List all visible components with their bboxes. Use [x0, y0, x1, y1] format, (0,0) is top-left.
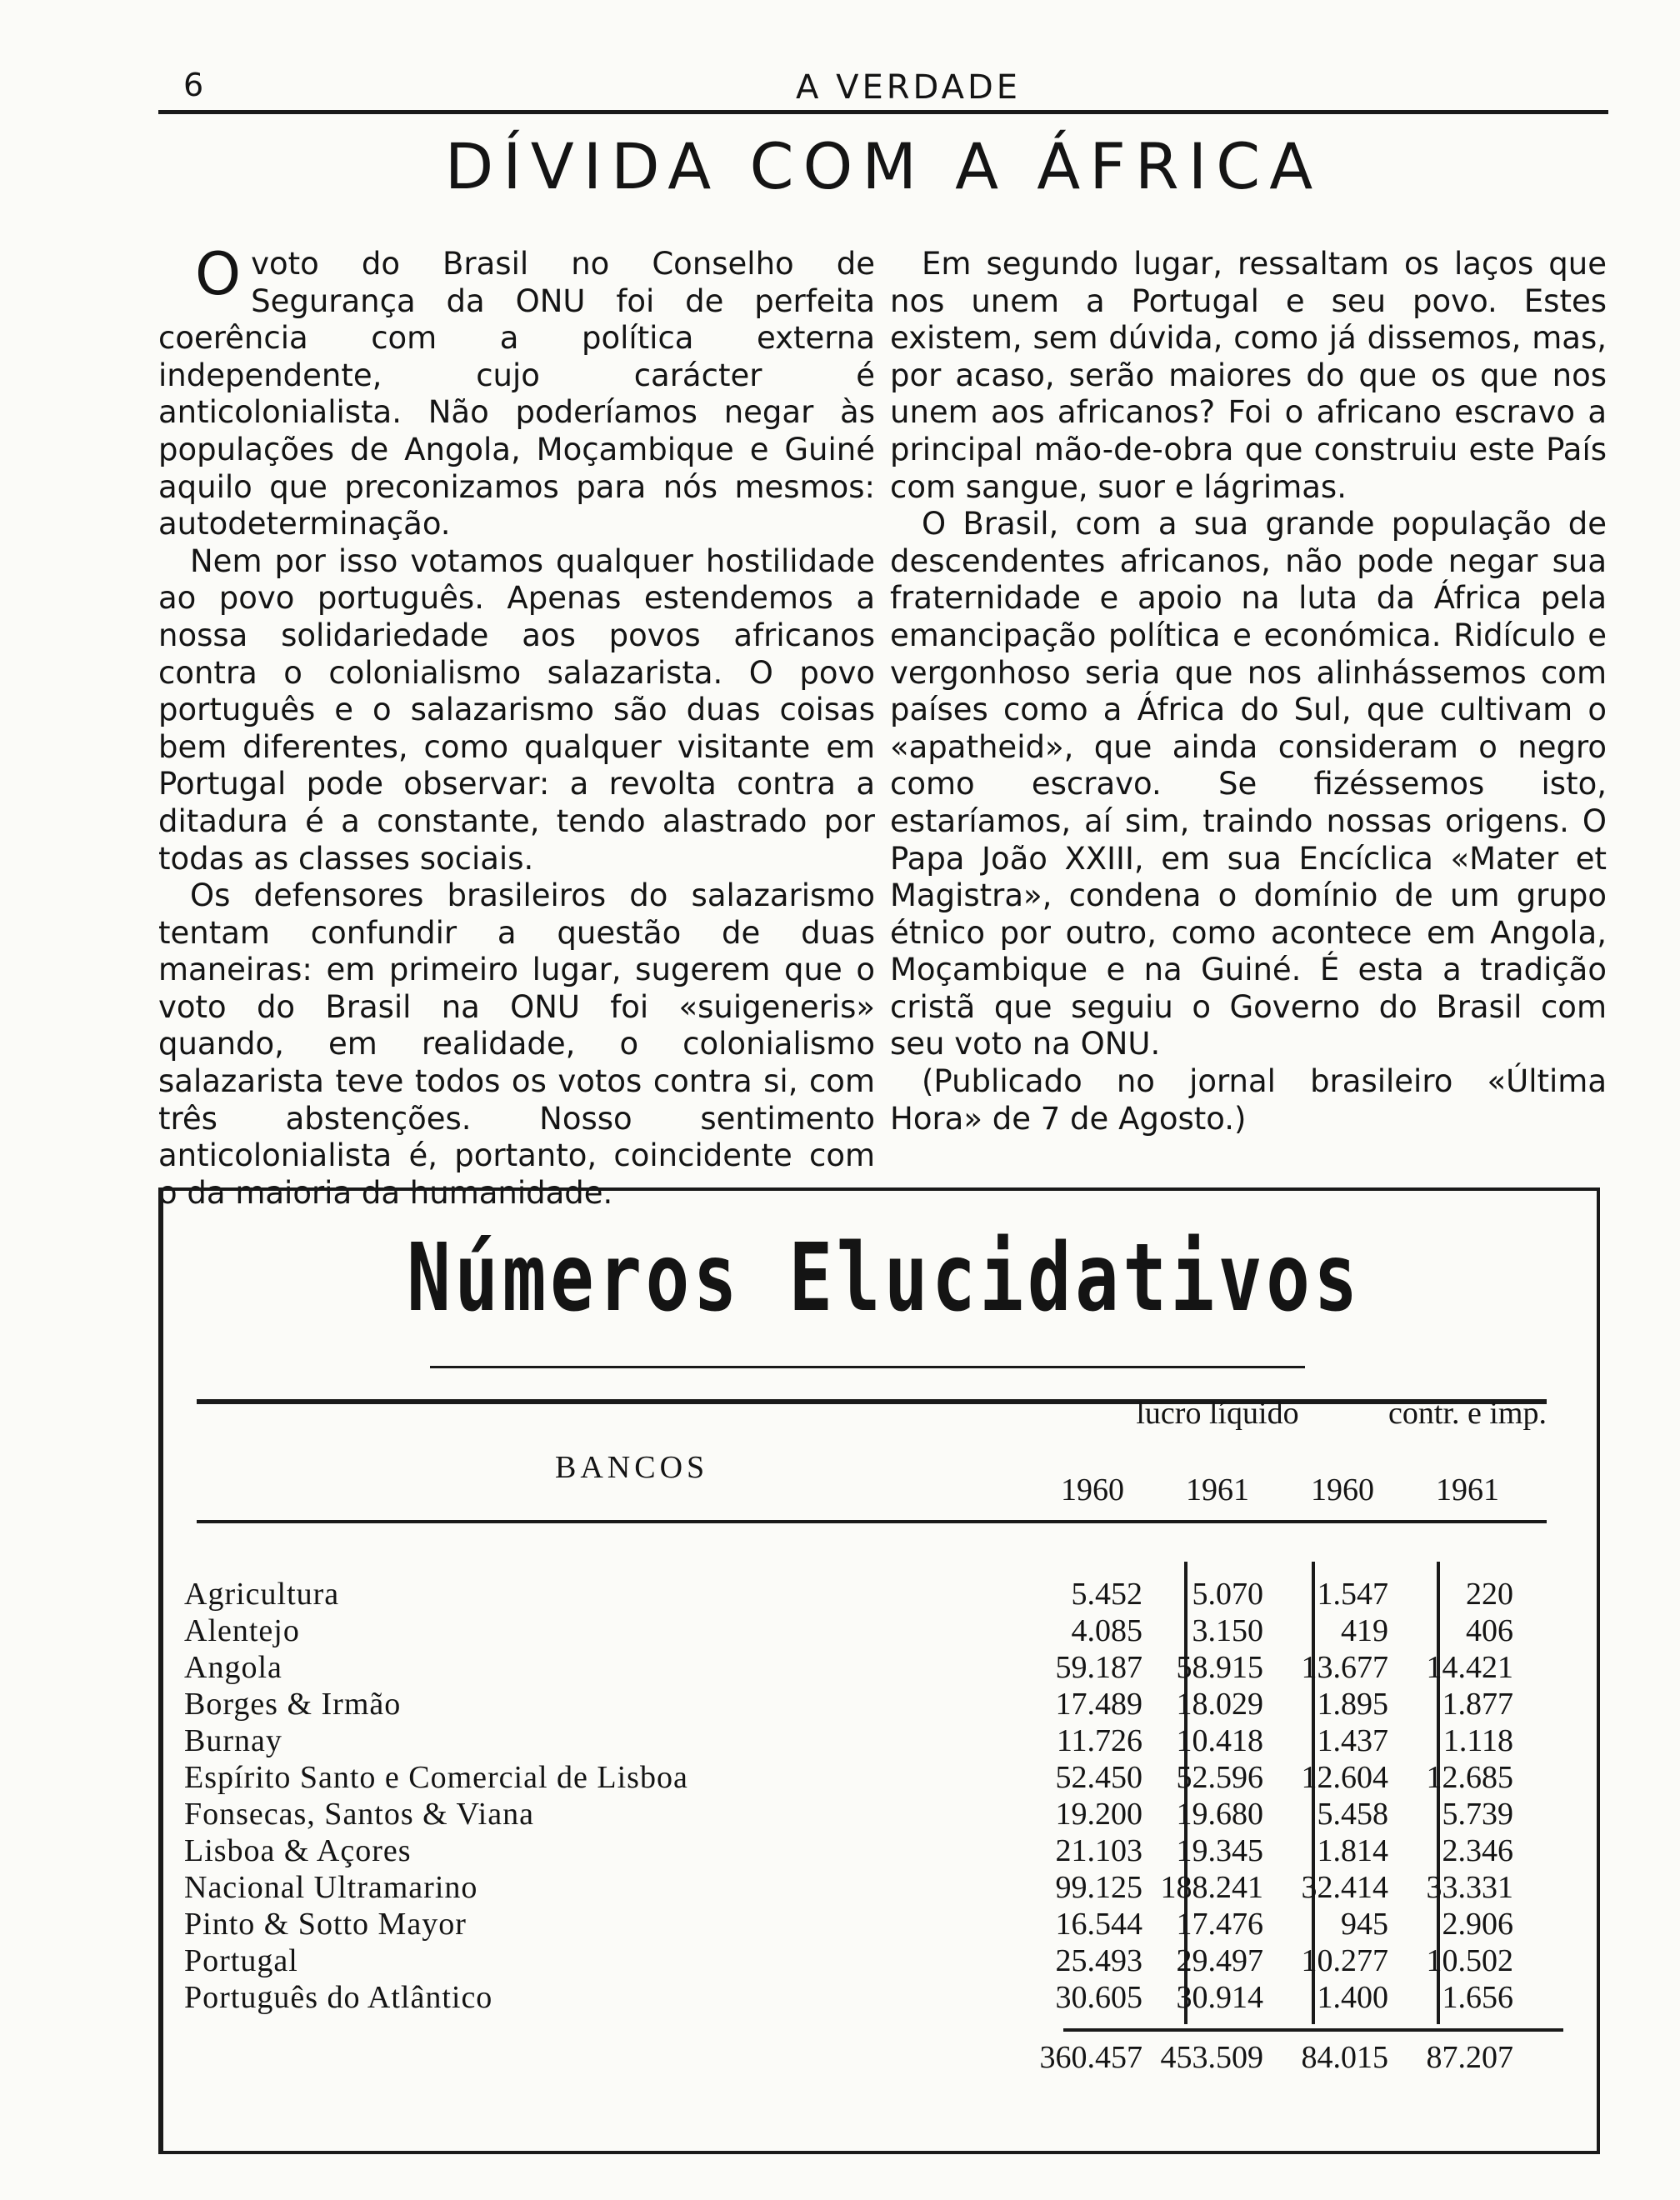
article-paragraph: Ovoto do Brasil no Conselho de Segurança da ONU foi de perfeita coerência com a política externa independente, cujo carácter é anticolonialista. Não poderíamos negar às populações de Angola, Moçambique e Guiné aquilo que preconizamos para nós mesmos: autodeterminação.: [158, 240, 875, 542]
journal-name: A VERDADE: [796, 68, 1022, 107]
cell-lucro-1960: 5.452: [1071, 1577, 1142, 1612]
cell-lucro-1961: 19.680: [1176, 1797, 1263, 1832]
bank-name: Agricultura: [184, 1577, 340, 1612]
bank-name: Portugal: [184, 1943, 298, 1978]
cell-lucro-1961: 17.476: [1176, 1907, 1263, 1942]
bank-name: Pinto & Sotto Mayor: [184, 1907, 467, 1942]
bank-name: Fonsecas, Santos & Viana: [184, 1797, 534, 1832]
drop-cap: O: [195, 240, 242, 308]
year-header: 1961: [1186, 1472, 1249, 1508]
cell-contr-1960: 32.414: [1301, 1870, 1388, 1905]
article-source-note: (Publicado no jornal brasileiro «Última Hora» de 7 de Agosto.): [890, 1063, 1607, 1137]
cell-contr-1961: 10.502: [1426, 1943, 1513, 1978]
banks-column-header: BANCOS: [555, 1450, 709, 1485]
cell-contr-1961: 5.739: [1442, 1797, 1513, 1832]
bank-name: Burnay: [184, 1723, 282, 1758]
bank-name: Angola: [184, 1650, 282, 1685]
cell-contr-1961: 2.906: [1442, 1907, 1513, 1942]
bank-name: Lisboa & Açores: [184, 1833, 412, 1868]
cell-contr-1960: 1.437: [1317, 1723, 1388, 1758]
table-row: [184, 1796, 1584, 1832]
article-left-column: [158, 240, 875, 1212]
numbers-table-box: [158, 1188, 1600, 2154]
table-row: [184, 1869, 1584, 1906]
bank-name: Português do Atlântico: [184, 1980, 493, 2015]
cell-lucro-1960: 21.103: [1055, 1833, 1142, 1868]
table-row: [184, 1979, 1584, 2016]
cell-lucro-1960: 52.450: [1055, 1760, 1142, 1795]
cell-contr-1960: 1.814: [1317, 1833, 1388, 1868]
cell-lucro-1961: 29.497: [1176, 1943, 1263, 1978]
bank-name: Nacional Ultramarino: [184, 1870, 478, 1905]
total-contr-1961: 87.207: [1426, 2040, 1513, 2075]
year-header: 1960: [1061, 1472, 1124, 1508]
cell-contr-1961: 406: [1466, 1613, 1513, 1648]
table-body: [184, 1576, 1584, 2016]
cell-contr-1960: 12.604: [1301, 1760, 1388, 1795]
cell-contr-1961: 1.656: [1442, 1980, 1513, 2015]
table-row: [184, 1576, 1584, 1612]
cell-lucro-1960: 19.200: [1055, 1797, 1142, 1832]
cell-lucro-1961: 19.345: [1176, 1833, 1263, 1868]
totals-rule: [1063, 2028, 1563, 2032]
cell-lucro-1961: 52.596: [1176, 1760, 1263, 1795]
cell-lucro-1961: 58.915: [1176, 1650, 1263, 1685]
cell-contr-1961: 220: [1466, 1577, 1513, 1612]
bank-name: Espírito Santo e Comercial de Lisboa: [184, 1760, 688, 1795]
page-number: 6: [183, 67, 204, 103]
page-header: [158, 67, 1608, 108]
cell-lucro-1961: 188.241: [1160, 1870, 1263, 1905]
cell-lucro-1960: 17.489: [1055, 1687, 1142, 1722]
cell-lucro-1960: 99.125: [1055, 1870, 1142, 1905]
table-row: [184, 1722, 1584, 1759]
cell-contr-1960: 13.677: [1301, 1650, 1388, 1685]
table-row: [184, 1649, 1584, 1686]
cell-contr-1960: 1.547: [1317, 1577, 1388, 1612]
article-paragraph: O Brasil, com a sua grande população de descendentes africanos, não pode negar sua fraternidade e apoio na luta da África pela emancipação política e económica. Ridículo e vergonhoso seria que nos alinhássemos com países como a África do Sul, que cultivam o «apatheid», que ainda consideram o negro como escravo. Se fizéssemos isto, estaríamos, aí sim, traindo nossas origens. O Papa João XXIII, em sua Encíclica «Mater et Magistra», condena o domínio de um grupo étnico por outro, como acontece em Angola, Moçambique e na Guiné. É esta a tradição cristã que seguiu o Governo do Brasil com seu voto na ONU.: [890, 506, 1607, 1062]
cell-contr-1961: 1.118: [1442, 1723, 1513, 1758]
cell-lucro-1960: 59.187: [1055, 1650, 1142, 1685]
table-row: [184, 1942, 1584, 1979]
table-rule: [197, 1520, 1547, 1523]
cell-contr-1961: 12.685: [1426, 1760, 1513, 1795]
header-rule: [158, 110, 1608, 114]
cell-lucro-1961: 30.914: [1176, 1980, 1263, 2015]
table-row: [184, 1832, 1584, 1869]
article-paragraph: Em segundo lugar, ressaltam os laços que nos unem a Portugal e seu povo. Estes existem, sem dúvida, como já dissemos, mas, por acaso, serão maiores do que os que nos unem aos africanos? Foi o africano escravo a principal mão-de-obra que construiu este País com sangue, suor e lágrimas.: [890, 246, 1607, 505]
bank-name: Borges & Irmão: [184, 1687, 402, 1722]
cell-contr-1960: 1.895: [1317, 1687, 1388, 1722]
cell-lucro-1960: 30.605: [1055, 1980, 1142, 2015]
cell-contr-1960: 1.400: [1317, 1980, 1388, 2015]
cell-lucro-1961: 5.070: [1192, 1577, 1263, 1612]
total-contr-1960: 84.015: [1301, 2040, 1388, 2075]
cell-contr-1960: 419: [1341, 1613, 1388, 1648]
table-row: [184, 1759, 1584, 1796]
table-row: [184, 1906, 1584, 1942]
group-header-contr: contr. e imp.: [1388, 1396, 1547, 1431]
cell-contr-1961: 33.331: [1426, 1870, 1513, 1905]
cell-contr-1960: 5.458: [1317, 1797, 1388, 1832]
cell-contr-1961: 14.421: [1426, 1650, 1513, 1685]
cell-lucro-1960: 4.085: [1071, 1613, 1142, 1648]
cell-contr-1961: 2.346: [1442, 1833, 1513, 1868]
year-header: 1960: [1311, 1472, 1374, 1508]
cell-lucro-1960: 16.544: [1055, 1907, 1142, 1942]
article-headline: DÍVIDA COM A ÁFRICA: [444, 129, 1322, 203]
cell-contr-1960: 945: [1341, 1907, 1388, 1942]
bank-name: Alentejo: [184, 1613, 300, 1648]
total-lucro-1961: 453.509: [1160, 2040, 1263, 2075]
group-header-lucro: lucro líquido: [1136, 1396, 1299, 1431]
article-paragraph: Nem por isso votamos qualquer hostilidade ao povo português. Apenas estendemos a nossa solidariedade aos povos africanos contra o colonialismo salazarista. O povo português e o salazarismo são duas coisas bem diferentes, como qualquer visitante em Portugal pode observar: a revolta contra a ditadura é a constante, tendo alastrado por todas as classes sociais.: [158, 542, 875, 877]
year-header: 1961: [1436, 1472, 1499, 1508]
cell-contr-1960: 10.277: [1301, 1943, 1388, 1978]
article-right-column: [890, 246, 1607, 1138]
cell-lucro-1961: 3.150: [1192, 1613, 1263, 1648]
cell-lucro-1961: 10.418: [1176, 1723, 1263, 1758]
table-row: [184, 1686, 1584, 1722]
cell-lucro-1960: 25.493: [1055, 1943, 1142, 1978]
cell-lucro-1961: 18.029: [1176, 1687, 1263, 1722]
cell-lucro-1960: 11.726: [1056, 1723, 1142, 1758]
cell-contr-1961: 1.877: [1442, 1687, 1513, 1722]
title-underline: [430, 1366, 1305, 1368]
totals-row: [184, 2039, 1584, 2076]
table-title: Números Elucidativos: [407, 1224, 1362, 1332]
article-paragraph: Os defensores brasileiros do salazarismo tentam confundir a questão de duas maneiras: em primeiro lugar, sugerem que o voto do Brasil na ONU foi «suigeneris» quando, em realidade, o colonialismo salazarista teve todos os votos contra si, com três abstenções. Nosso sentimento anticolonialista é, portanto, coincidente com o da maioria da humanidade.: [158, 878, 875, 1211]
total-lucro-1960: 360.457: [1039, 2040, 1142, 2075]
table-row: [184, 1612, 1584, 1649]
